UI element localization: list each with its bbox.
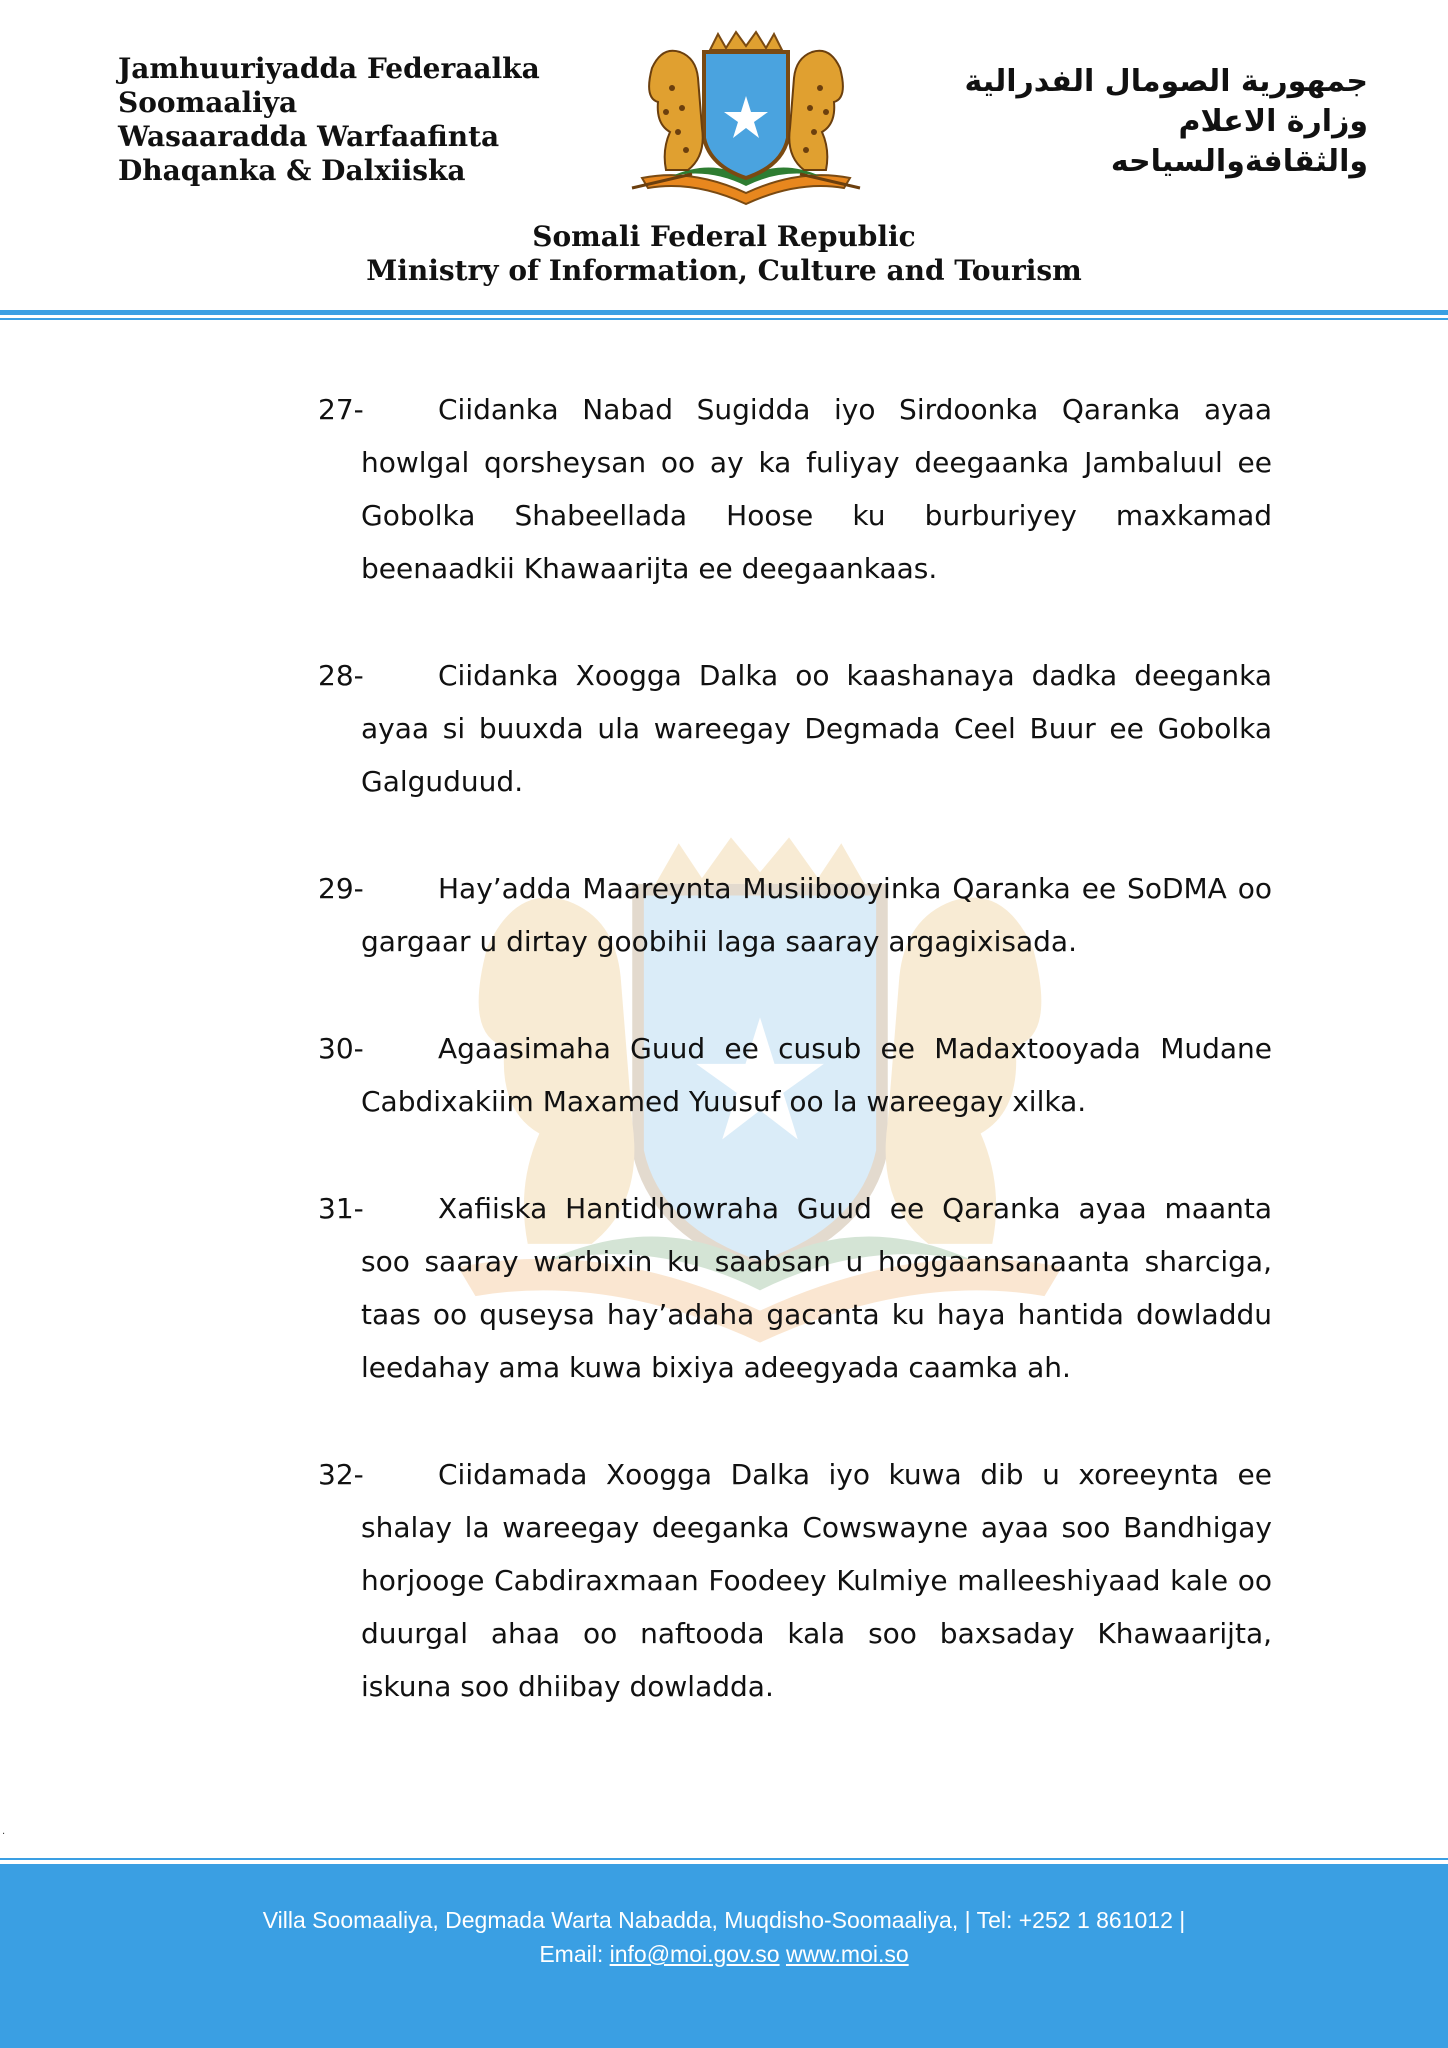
news-list <box>318 383 1272 1767</box>
item-text: Xafiiska Hantidhowraha Guud ee Qaranka ayaa maanta soo saaray warbixin ku saabsan u hoggaansanaanta sharciga, taas oo quseysa hay’adaha gacanta ku haya hantida dowladdu leedahay ama kuwa bixiya adeegyada caamka ah. <box>361 1192 1272 1384</box>
header-subtitle: Ministry of Information, Culture and Tourism <box>366 254 1082 287</box>
item-text: Ciidamada Xoogga Dalka iyo kuwa dib u xoreeynta ee shalay la wareegay deeganka Cowswayne ayaa soo Bandhigay horjooge Cabdiraxmaan Foodeey Kulmiye malleeshiyaad kale oo duurgal ahaa oo naftooda kala soo baxsaday Khawaarijta, iskuna soo dhiibay dowladda. <box>361 1458 1272 1703</box>
somalia-coat-of-arms-icon <box>622 28 870 206</box>
item-text: Hay’adda Maareynta Musiibooyinka Qaranka ee SoDMA oo gargaar u dirtay goobihii laga saaray argagixisada. <box>361 872 1272 958</box>
footer-address: Villa Soomaaliya, Degmada Warta Nabadda, Muqdisho-Soomaaliya, | Tel: +252 1 861012 | <box>262 1907 1186 1933</box>
header-left-line-3: Wasaaradda Warfaafinta <box>118 120 500 153</box>
header-right-arabic <box>965 62 1368 182</box>
list-item <box>318 1022 1272 1128</box>
header-divider <box>0 310 1448 315</box>
list-item <box>318 862 1272 968</box>
header-right-line-1: جمهورية الصومال الفدرالية <box>964 64 1368 99</box>
footer-contact <box>0 1937 1448 1971</box>
header-right-line-3: والثقافةوالسياحه <box>1110 144 1368 179</box>
header-title: Somali Federal Republic <box>532 220 916 253</box>
footer-divider <box>0 1858 1448 1860</box>
header-right-line-2: وزارة الاعلام <box>1178 104 1368 139</box>
item-number: 31- <box>318 1192 364 1225</box>
footer-website-link[interactable]: www.moi.so <box>785 1941 909 1967</box>
list-item <box>318 1448 1272 1713</box>
header-left-somali <box>118 52 540 188</box>
item-number: 27- <box>318 393 364 426</box>
stray-mark: . <box>2 1826 6 1837</box>
list-item <box>318 1182 1272 1394</box>
item-number: 30- <box>318 1032 364 1065</box>
item-number: 29- <box>318 872 364 905</box>
header-left-line-2: Soomaaliya <box>118 86 298 119</box>
item-number: 32- <box>318 1458 364 1491</box>
item-text: Ciidanka Xoogga Dalka oo kaashanaya dadka deeganka ayaa si buuxda ula wareegay Degmada Ceel Buur ee Gobolka Galguduud. <box>361 659 1272 798</box>
list-item <box>318 649 1272 808</box>
item-number: 28- <box>318 659 364 692</box>
list-item <box>318 383 1272 595</box>
item-text: Agaasimaha Guud ee cusub ee Madaxtooyada Mudane Cabdixakiim Maxamed Yuusuf oo la wareegay xilka. <box>361 1032 1272 1118</box>
footer-email-label: Email: <box>539 1941 604 1967</box>
footer-text <box>0 1903 1448 1971</box>
header-center <box>0 220 1448 288</box>
header-left-line-4: Dhaqanka & Dalxiiska <box>118 154 466 187</box>
header-left-line-1: Jamhuuriyadda Federaalka <box>118 52 540 85</box>
footer-email-link[interactable]: info@moi.gov.so <box>609 1941 780 1967</box>
header-divider-thin <box>0 318 1448 320</box>
item-text: Ciidanka Nabad Sugidda iyo Sirdoonka Qaranka ayaa howlgal qorsheysan oo ay ka fuliyay deegaanka Jambaluul ee Gobolka Shabeellada Hoose ku burburiyey maxkamad beenaadkii Khawaarijta ee deegaankaas. <box>361 393 1272 585</box>
